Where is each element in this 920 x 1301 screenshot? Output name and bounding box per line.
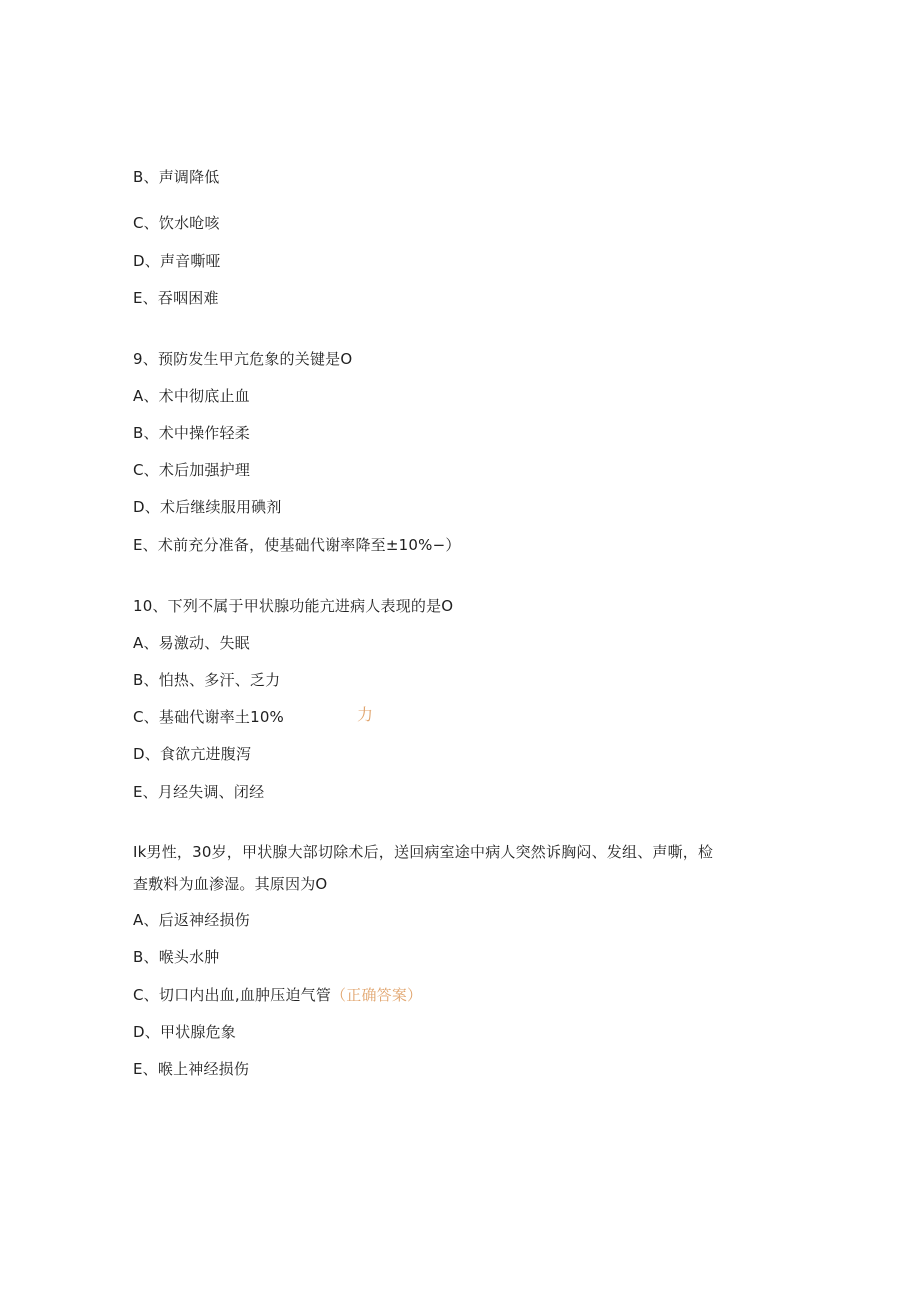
q10-option-c: C、基础代谢率土10%: [133, 708, 285, 726]
q10-option-b: B、怕热、多汗、乏力: [133, 671, 281, 689]
q11-option-e: E、喉上神经损伤: [133, 1060, 250, 1078]
q10-stem: 10、下列不属于甲状腺功能亢进病人表现的是O: [133, 597, 454, 615]
q8-option-d: D、声音嘶哑: [133, 252, 221, 270]
stray-answer-mark: 力: [357, 705, 374, 724]
q9-option-b: B、术中操作轻柔: [133, 424, 250, 442]
q11-option-d: D、甲状腺危象: [133, 1023, 236, 1041]
q11-stem-line-1: Ik男性，30岁，甲状腺大部切除术后，送回病室途中病人突然诉胸闷、发组、声嘶，检: [133, 843, 714, 861]
q11-option-b: B、喉头水肿: [133, 948, 220, 966]
q11-option-a: A、后返神经损伤: [133, 911, 250, 929]
q9-option-d: D、术后继续服用碘剂: [133, 498, 282, 516]
q11-option-c-text: C、切口内出血,血肿压迫气管: [133, 986, 332, 1004]
q8-option-e: E、吞咽困难: [133, 289, 219, 307]
q8-option-c: C、饮水呛咳: [133, 214, 220, 232]
q9-option-c: C、术后加强护理: [133, 461, 251, 479]
q10-option-a: A、易激动、失眠: [133, 634, 250, 652]
q9-option-a: A、术中彻底止血: [133, 387, 250, 405]
correct-answer-tag: （正确答案）: [331, 986, 423, 1004]
q9-stem: 9、预防发生甲亢危象的关键是O: [133, 350, 353, 368]
q11-stem-line-2: 查敷料为血渗湿。其原因为O: [133, 875, 328, 893]
q8-option-b: B、声调降低: [133, 168, 220, 186]
q10-option-e: E、月经失调、闭经: [133, 783, 265, 801]
q10-option-d: D、食欲亢进腹泻: [133, 745, 252, 763]
q9-option-e: E、术前充分准备，使基础代谢率降至±10%−）: [133, 536, 461, 554]
q11-option-c: [133, 985, 422, 1005]
